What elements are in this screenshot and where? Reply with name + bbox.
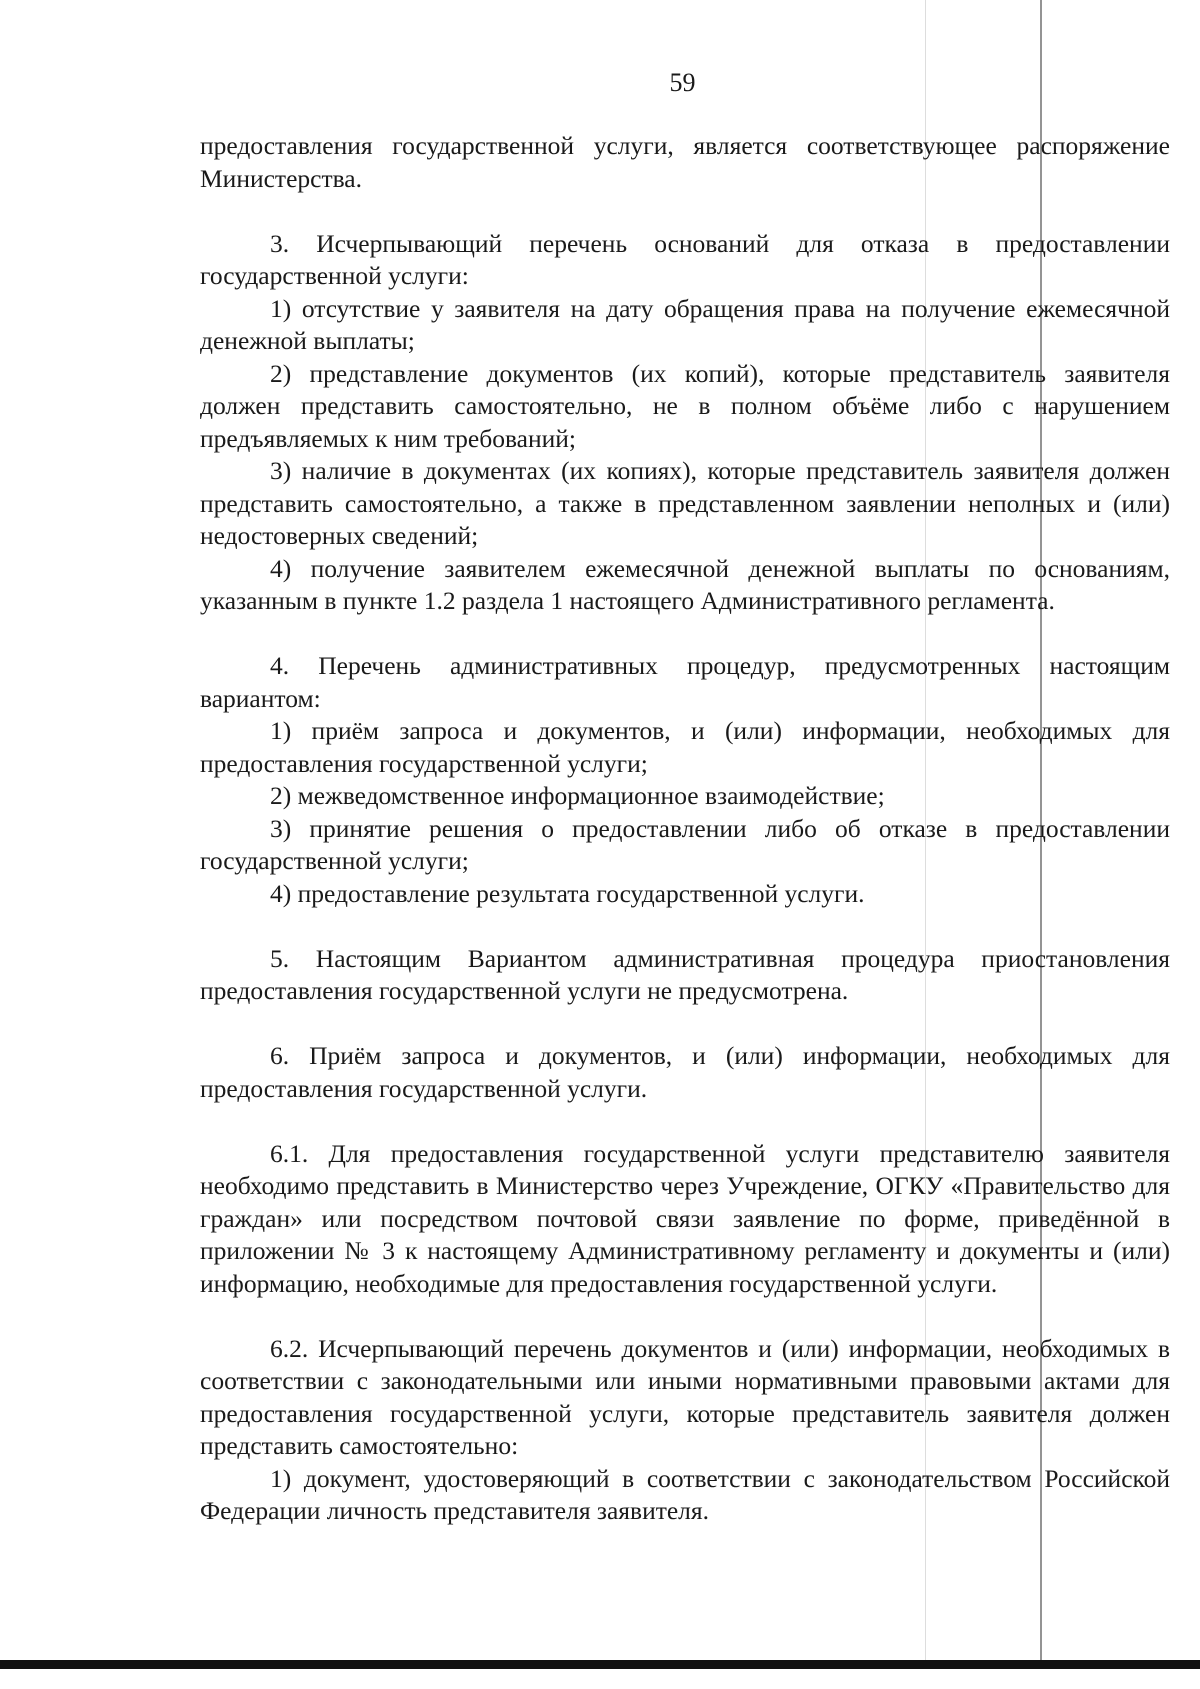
- paragraph: 4. Перечень административных процедур, предусмотренных настоящим вариантом:: [200, 651, 1170, 713]
- paragraph: 2) представление документов (их копий), которые представитель заявителя должен представить самостоятельно, не в полном объёме либо с нарушением предъявляемых к ним требований;: [200, 358, 1170, 453]
- paragraph: 4) предоставление результата государственной услуги.: [270, 878, 865, 908]
- paragraph: 1) отсутствие у заявителя на дату обращения права на получение ежемесячной денежной выплаты;: [200, 293, 1170, 355]
- page-number: 59: [669, 68, 696, 97]
- paragraph: 1) приём запроса и документов, и (или) информации, необходимых для предоставления государственной услуги;: [200, 716, 1170, 778]
- paragraph: 5. Настоящим Вариантом административная процедура приостановления предоставления государственной услуги не предусмотрена.: [200, 943, 1170, 1005]
- paragraph: 3) принятие решения о предоставлении либо об отказе в предоставлении государственной услуги;: [200, 813, 1170, 875]
- paragraph: 3) наличие в документах (их копиях), которые представитель заявителя должен представить самостоятельно, а также в представленном заявлении неполных и (или) недостоверных сведений;: [200, 456, 1170, 550]
- bottom-border: [0, 1660, 1200, 1669]
- document-body: [200, 130, 1170, 1528]
- paragraph: 6.2. Исчерпывающий перечень документов и (или) информации, необходимых в соответствии с законодательными или иными нормативными правовыми актами для предоставления государственной услуги, которые представитель заявителя должен представить самостоятельно:: [200, 1333, 1170, 1460]
- paragraph: 1) документ, удостоверяющий в соответствии с законодательством Российской Федерации личность представителя заявителя.: [200, 1463, 1170, 1525]
- paragraph: 2) межведомственное информационное взаимодействие;: [270, 781, 885, 810]
- paragraph: предоставления государственной услуги, является соответствующее распоряжение Министерства.: [200, 131, 1170, 193]
- paragraph: 4) получение заявителем ежемесячной денежной выплаты по основаниям, указанным в пункте 1.2 раздела 1 настоящего Административного регламента.: [200, 553, 1170, 615]
- paragraph: 3. Исчерпывающий перечень оснований для отказа в предоставлении государственной услуги:: [200, 228, 1170, 290]
- paragraph: 6. Приём запроса и документов, и (или) информации, необходимых для предоставления государственной услуги.: [200, 1041, 1170, 1103]
- paragraph: 6.1. Для предоставления государственной услуги представителю заявителя необходимо представить в Министерство через Учреждение, ОГКУ «Правительство для граждан» или посредством почтовой связи заявление по форме, приведённой в приложении № 3 к настоящему Административному регламенту и документы и (или) информацию, необходимые для предоставления государственной услуги.: [200, 1138, 1170, 1298]
